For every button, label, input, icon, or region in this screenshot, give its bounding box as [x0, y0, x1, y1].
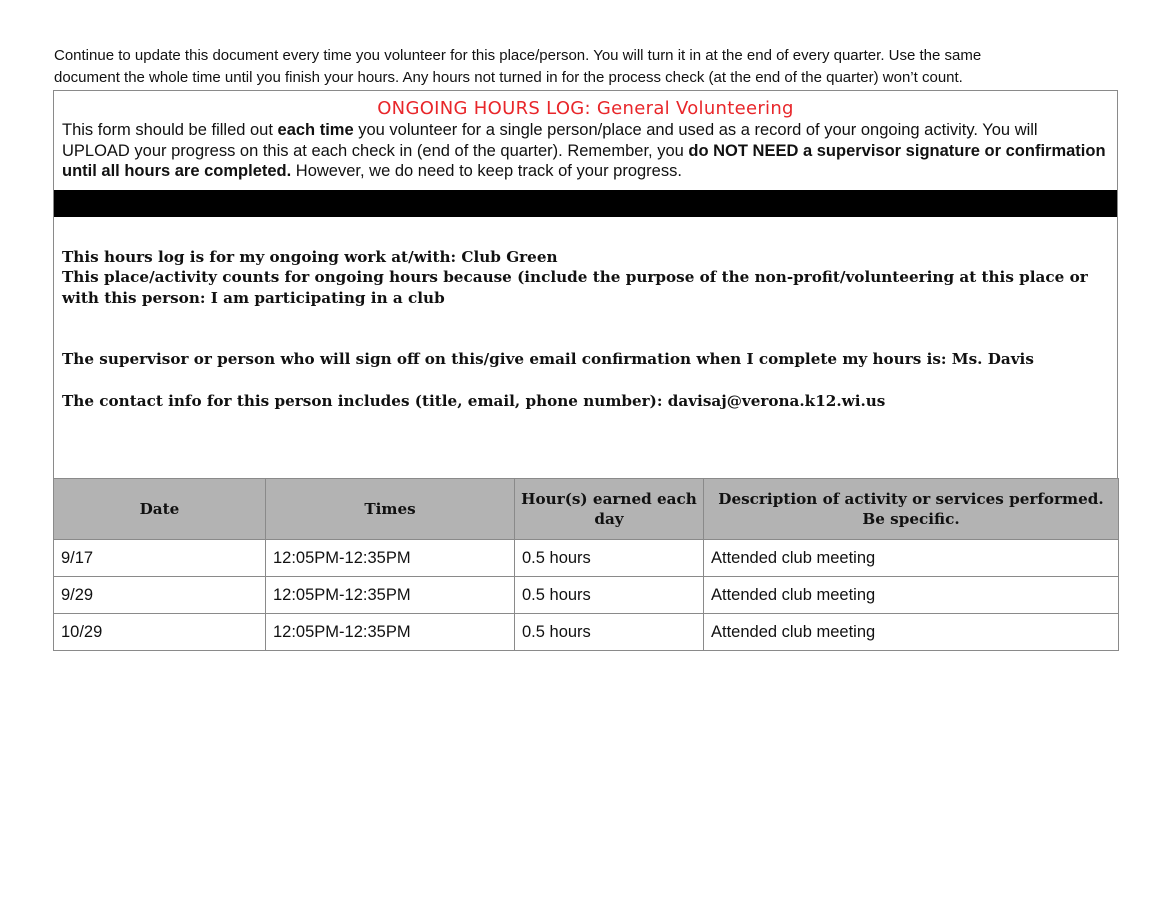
table-row: [54, 540, 1119, 577]
cell-hours[interactable]: 0.5 hours: [515, 577, 704, 614]
desc-text-1: This form should be filled out: [62, 121, 278, 139]
cell-times[interactable]: 12:05PM-12:35PM: [266, 540, 515, 577]
cell-description[interactable]: Attended club meeting: [704, 614, 1119, 651]
cell-date[interactable]: 10/29: [54, 614, 266, 651]
info-section: [54, 217, 1117, 479]
desc-bold-2: do NOT NEED a supervisor signature or confirmation until all hours are completed.: [62, 141, 1106, 180]
form-title: ONGOING HOURS LOG: General Volunteering: [377, 98, 794, 119]
desc-text-3: However, we do need to keep track of your progress.: [291, 162, 682, 180]
header-date: Date: [54, 479, 266, 540]
cell-description[interactable]: Attended club meeting: [704, 577, 1119, 614]
cell-times[interactable]: 12:05PM-12:35PM: [266, 614, 515, 651]
table-row: [54, 577, 1119, 614]
desc-bold-1: each time: [277, 121, 354, 139]
log-form: [53, 90, 1118, 479]
cell-description[interactable]: Attended club meeting: [704, 540, 1119, 577]
header-times: Times: [266, 479, 515, 540]
intro-line-1: Continue to update this document every time you volunteer for this place/person. You will turn it in at the end of every quarter. Use the same: [54, 47, 982, 64]
cell-date[interactable]: 9/29: [54, 577, 266, 614]
info-contact[interactable]: The contact info for this person includes (title, email, phone number): davisaj@verona.k12.wi.us: [62, 391, 886, 410]
header-hours: Hour(s) earned each day: [515, 479, 704, 540]
header-description: Description of activity or services performed. Be specific.: [704, 479, 1119, 540]
info-purpose[interactable]: This place/activity counts for ongoing hours because (include the purpose of the non-profit/volunteering at this place or with this person: I am participating in a club: [62, 268, 1088, 307]
cell-date[interactable]: 9/17: [54, 540, 266, 577]
table-header-row: [54, 479, 1119, 540]
form-description: [54, 120, 1117, 190]
intro-line-2: document the whole time until you finish your hours. Any hours not turned in for the process check (at the end of the quarter) won’t count.: [54, 69, 963, 86]
info-supervisor[interactable]: The supervisor or person who will sign off on this/give email confirmation when I complete my hours is: Ms. Davis: [62, 350, 1034, 368]
hours-table: [53, 478, 1119, 651]
table-row: [54, 614, 1119, 651]
cell-hours[interactable]: 0.5 hours: [515, 540, 704, 577]
desc-text-2: you volunteer for a single person/place and used as a record of your ongoing activity. You will UPLOAD your progress on this at each check in (end of the quarter). Remember, you: [62, 121, 1038, 160]
cell-hours[interactable]: 0.5 hours: [515, 614, 704, 651]
black-divider-bar: [54, 190, 1117, 217]
info-work[interactable]: This hours log is for my ongoing work at/with: Club Green: [62, 247, 558, 266]
cell-times[interactable]: 12:05PM-12:35PM: [266, 577, 515, 614]
intro-instructions: [54, 45, 1124, 89]
